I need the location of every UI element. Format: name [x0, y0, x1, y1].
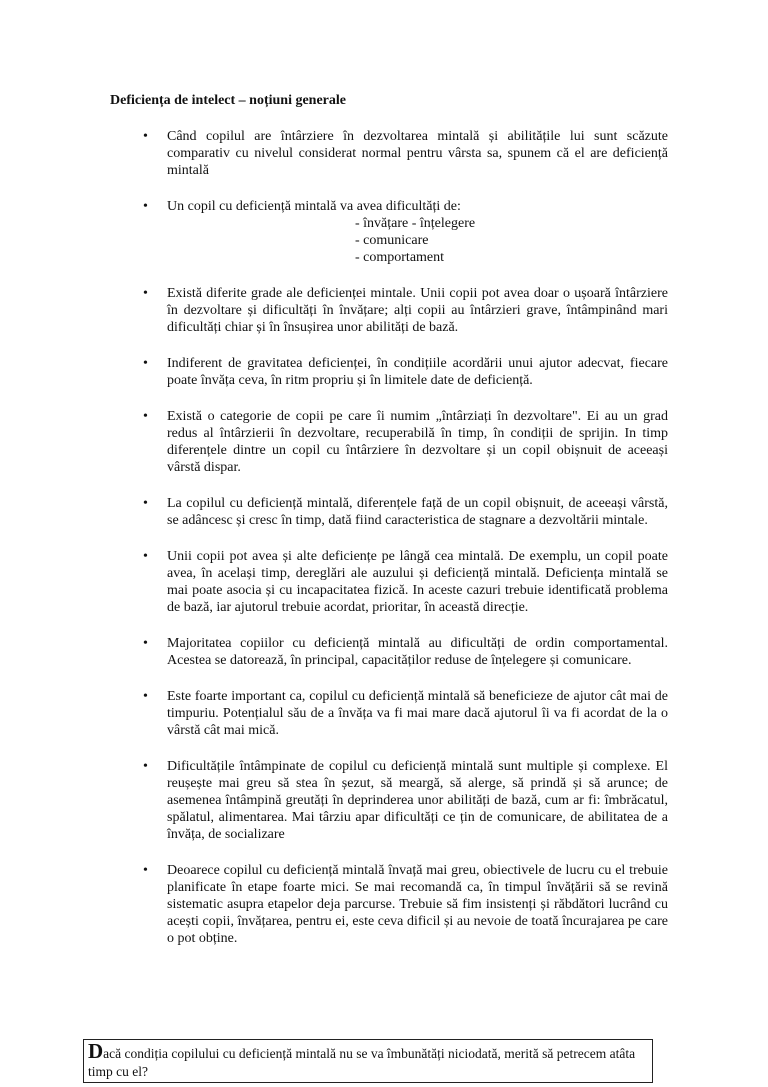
- sublist-item: - învățare - înțelegere: [355, 216, 476, 231]
- bullet-icon: •: [143, 129, 148, 144]
- bullet-icon: •: [143, 863, 148, 878]
- callout-text: acă condiția copilului cu deficiență mintală nu se va îmbunătăți niciodată, merită să petrecem atâta timp cu el?: [88, 1046, 636, 1079]
- bullet-icon: •: [143, 286, 148, 301]
- bullet-icon: •: [143, 689, 148, 704]
- bullet-icon: •: [143, 496, 148, 511]
- bullet-icon: •: [143, 409, 148, 424]
- list-item-text: Dificultățile întâmpinate de copilul cu deficiență mintală sunt multiple și complexe. El reușește mai greu să stea în șezut, să meargă, să alerge, să prindă și să arunce; de asemenea întâmpină greutăți în deprinderea unor abilități de bază, cum ar fi: îmbrăcatul, spălatul, alimentarea. Mai târziu apar dificultăți ce țin de comunicare, de abilitatea de a învăța, de socializare: [167, 759, 668, 842]
- sublist-item: - comunicare: [355, 233, 429, 248]
- bullet-icon: •: [143, 356, 148, 371]
- list-item: [140, 128, 668, 179]
- list-item-text: La copilul cu deficiență mintală, diferențele față de un copil obișnuit, de aceeași vârstă, se adâncesc și cresc în timp, dată fiind caracteristica de stagnare a dezvoltării mintale.: [167, 496, 668, 528]
- list-item-text: Unii copii pot avea și alte deficiențe pe lângă cea mintală. De exemplu, un copil poate avea, în același timp, dereglări ale auzului și deficiență mintală. Deficiența mintală se mai poate asocia și cu incapacitatea fizică. In aceste cazuri trebuie identificată problema de bază, iar ajutorul trebuie acordat, prioritar, în această direcție.: [167, 549, 668, 615]
- list-item-text: Un copil cu deficiență mintală va avea dificultăți de:: [167, 199, 461, 214]
- list-item: [140, 635, 668, 669]
- list-item-text: Există o categorie de copii pe care îi numim „întârziați în dezvoltare". Ei au un grad redus al întârzierii în dezvoltare, recuperabilă în timp, în condiții de sprijin. In timp diferențele dintre un copil cu întârziere în dezvoltare și un copil obișnuit de aceeași vârstă dispar.: [167, 409, 668, 475]
- document-title: Deficiența de intelect – noțiuni generale: [110, 93, 347, 108]
- bullet-icon: •: [143, 199, 148, 214]
- bullet-icon: •: [143, 759, 148, 774]
- list-item: [140, 408, 668, 476]
- list-item: [140, 862, 668, 947]
- list-item: [140, 198, 668, 266]
- list-item-text: Deoarece copilul cu deficiență mintală învață mai greu, obiectivele de lucru cu el trebuie planificate în etape foarte mici. Se mai recomandă ca, în timpul învățării să se revină sistematic asupra etapelor deja parcurse. Trebuie să fim insistenți și răbdători lucrând cu acești copii, învățarea, pentru ei, este ceva dificil și au nevoie de toată încurajarea pe care o pot obține.: [167, 863, 668, 946]
- list-item: [140, 285, 668, 336]
- list-item-text: Când copilul are întârziere în dezvoltarea mintală și abilitățile lui sunt scăzute comparativ cu nivelul considerat normal pentru vârsta sa, spunem că el are deficiență mintală: [167, 129, 668, 178]
- list-item: [140, 688, 668, 739]
- sublist-item: - comportament: [355, 250, 445, 265]
- callout-initial: D: [88, 1039, 104, 1063]
- list-item: [140, 548, 668, 616]
- list-item: [140, 758, 668, 843]
- bullet-icon: •: [143, 549, 148, 564]
- list-item-text: Este foarte important ca, copilul cu deficiență mintală să beneficieze de ajutor cât mai de timpuriu. Potențialul său de a învăța va fi mai mare dacă ajutorul îi va fi acordat de la o vârstă cât mai mică.: [167, 689, 668, 738]
- list-item-text: Indiferent de gravitatea deficienței, în condițiile acordării unui ajutor adecvat, fiecare poate învăța ceva, în ritm propriu și în limitele date de deficiență.: [167, 356, 668, 388]
- list-item-text: Există diferite grade ale deficienței mintale. Unii copii pot avea doar o ușoară întârziere în dezvoltare și dificultăți în învățare; alți copii au întârzieri grave, întâmpinând mari dificultăți chiar și în însușirea unor abilități de bază.: [167, 286, 668, 335]
- list-item: [140, 355, 668, 389]
- list-item: [140, 495, 668, 529]
- bullet-list: [140, 128, 668, 966]
- list-item-text: Majoritatea copiilor cu deficiență mintală au dificultăți de ordin comportamental. Acestea se datorează, în principal, capacităților reduse de înțelegere și comunicare.: [167, 636, 668, 668]
- bullet-icon: •: [143, 636, 148, 651]
- question-callout-box: [83, 1039, 653, 1083]
